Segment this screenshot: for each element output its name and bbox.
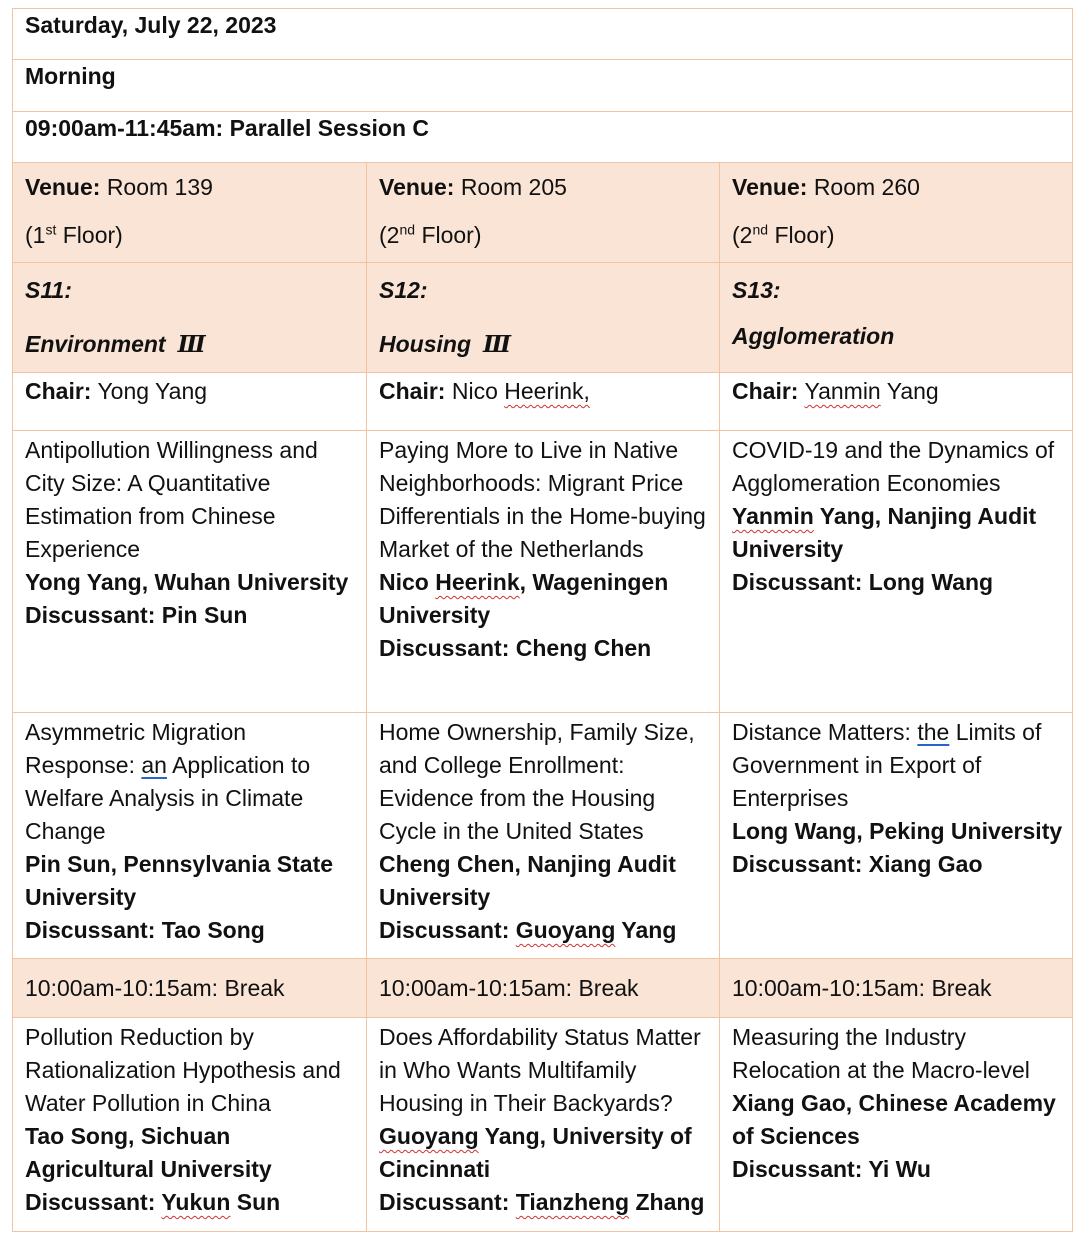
session-code: S13: [732,277,781,303]
venue-room: Room 205 [460,174,567,200]
paper-title: Home Ownership, Family Size, and College Enrollment: Evidence from the Housing Cycle in the United States [379,719,695,844]
paper-cell [13,1018,367,1232]
paper-cell [13,431,367,713]
paper-title: Asymmetric Migration Response: an Application to Welfare Analysis in Climate Change [25,719,311,844]
paper-title: Distance Matters: the Limits of Government in Export of Enterprises [732,719,1042,811]
chair-label: Chair: [379,378,446,404]
paper-cell [720,431,1073,713]
venue-floor: (1st Floor) [25,221,123,248]
paper-author: Long Wang, Peking University [732,818,1063,844]
paper-discussant: Discussant: Long Wang [732,569,994,595]
venue-cell [367,163,720,263]
paper-author: Yong Yang, Wuhan University [25,569,349,595]
venue-floor: (2nd Floor) [379,221,482,248]
date-header: Saturday, July 22, 2023 [13,9,1073,60]
venue-floor: (2nd Floor) [732,221,835,248]
chair-cell: Chair: Yanmin Yang [720,373,1073,431]
paper-cell [720,713,1073,959]
session-name-cell [367,263,720,373]
session-name: Agglomeration [732,323,895,349]
paper-discussant: Discussant: Tianzheng Zhang [379,1189,705,1215]
paper-discussant: Discussant: Pin Sun [25,602,248,628]
paper-author: Guoyang Yang, University of Cincinnati [379,1123,692,1182]
session-name-cell [13,263,367,373]
venue-label: Venue: [25,174,101,200]
paper-cell [720,1018,1073,1232]
break-cell: 10:00am-10:15am: Break [720,959,1073,1018]
paper-author: Tao Song, Sichuan Agricultural University [25,1123,272,1182]
paper-author: Xiang Gao, Chinese Academy of Sciences [732,1090,1056,1149]
venue-label: Venue: [379,174,455,200]
paper-discussant: Discussant: Yukun Sun [25,1189,281,1215]
paper-title: Does Affordability Status Matter in Who Wants Multifamily Housing in Their Backyards? [379,1024,701,1116]
paper-title: Antipollution Willingness and City Size: A Quantitative Estimation from Chinese Experience [25,437,318,562]
venue-cell [13,163,367,263]
paper-cell [367,713,720,959]
venue-cell [720,163,1073,263]
paper-discussant: Discussant: Tao Song [25,917,265,943]
chair-label: Chair: [25,378,92,404]
session-code: S11: [25,277,72,303]
paper-discussant: Discussant: Guoyang Yang [379,917,677,943]
paper-title: COVID-19 and the Dynamics of Agglomeration Economies [732,437,1055,496]
session-name: Housing Ⅲ [379,331,512,358]
venue-room: Room 139 [106,174,213,200]
paper-cell [367,1018,720,1232]
venue-label: Venue: [732,174,808,200]
paper-title: Measuring the Industry Relocation at the Macro-level [732,1024,1030,1083]
chair-cell: Chair: Nico Heerink, [367,373,720,431]
session-name: Environment Ⅲ [25,331,206,358]
paper-discussant: Discussant: Cheng Chen [379,635,652,661]
break-cell: 10:00am-10:15am: Break [367,959,720,1018]
paper-cell [13,713,367,959]
session-code: S12: [379,277,428,303]
paper-author: Yanmin Yang, Nanjing Audit University [732,503,1037,562]
period-header: Morning [13,60,1073,112]
schedule-table [12,8,1073,1232]
paper-title: Pollution Reduction by Rationalization Hypothesis and Water Pollution in China [25,1024,341,1116]
venue-room: Room 260 [813,174,920,200]
chair-cell: Chair: Yong Yang [13,373,367,431]
chair-label: Chair: [732,378,799,404]
session-name-cell [720,263,1073,373]
paper-title: Paying More to Live in Native Neighborhoods: Migrant Price Differentials in the Home-buying Market of the Netherlands [379,437,706,562]
paper-discussant: Discussant: Xiang Gao [732,851,983,877]
session-title: 09:00am-11:45am: Parallel Session C [13,112,1073,163]
paper-author: Pin Sun, Pennsylvania State University [25,851,334,910]
paper-discussant: Discussant: Yi Wu [732,1156,931,1182]
paper-author: Nico Heerink, Wageningen University [379,569,669,628]
paper-cell [367,431,720,713]
paper-author: Cheng Chen, Nanjing Audit University [379,851,676,910]
break-cell: 10:00am-10:15am: Break [13,959,367,1018]
